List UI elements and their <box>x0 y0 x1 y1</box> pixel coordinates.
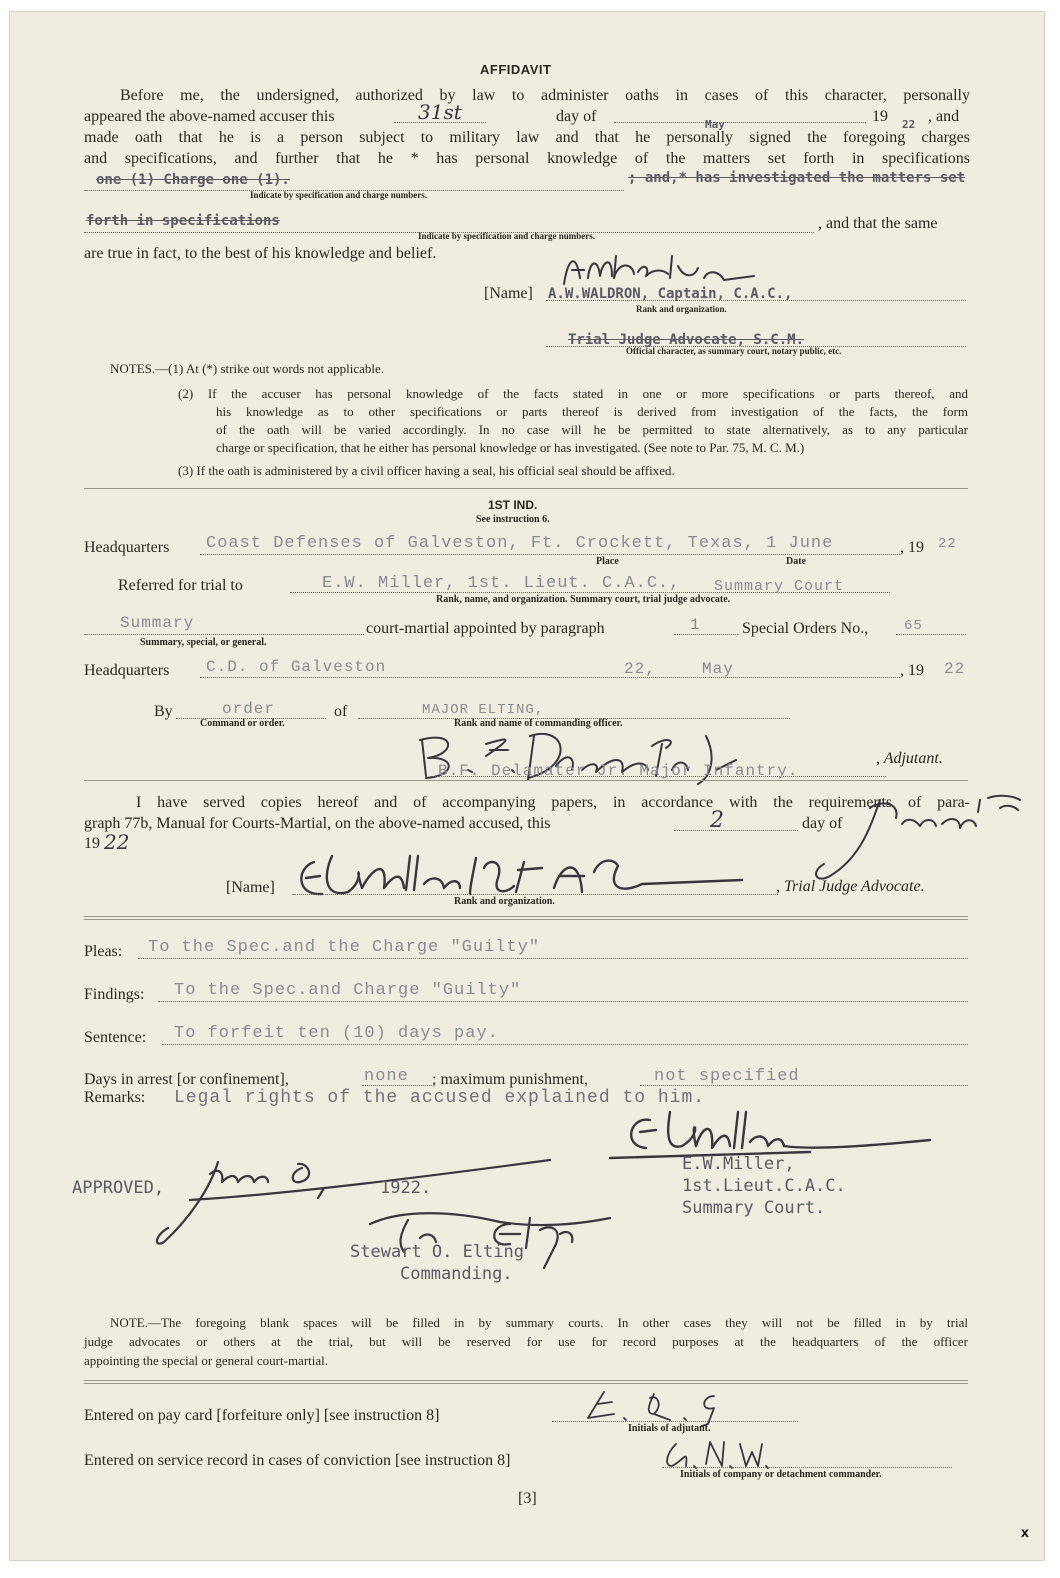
affidavit-line-1: Before me, the undersigned, authorized by law to administer oaths in cases of this character, personally <box>120 87 970 104</box>
served-day-blank <box>674 830 798 831</box>
referred-typed-2: Summary Court <box>714 578 845 595</box>
name-caption: Rank and organization. <box>636 304 727 314</box>
served-year-hand: 22 <box>104 830 130 854</box>
para-no: 1 <box>690 616 701 634</box>
affidavit-line-4: and specifications, and further that he * has personal knowledge of the matters set forth in specifications <box>84 150 970 167</box>
pay-initials-handwriting <box>584 1384 744 1426</box>
approved-year: 1922. <box>380 1178 432 1198</box>
of-caption: Rank and name of commanding officer. <box>454 718 623 729</box>
hq-blank <box>200 554 900 555</box>
findings-value: To the Spec.and Charge "Guilty" <box>174 981 522 1000</box>
divider-2 <box>84 780 968 781</box>
cm-typed: Summary <box>120 614 195 632</box>
divider-1 <box>84 488 968 489</box>
june-handwriting <box>810 788 1020 888</box>
bottom-note-line-3: appointing the special or general court-martial. <box>84 1353 329 1368</box>
note-3: (3) If the oath is administered by a civil officer having a seal, his official seal should be affixed. <box>178 463 675 478</box>
hq-typed: Coast Defenses of Galveston, Ft. Crockett, Texas, 1 June <box>206 534 834 553</box>
adjutant-label: , Adjutant. <box>876 750 943 767</box>
and-has-investigated: ; and,* has investigated the matters set <box>628 170 966 186</box>
so-blank <box>896 634 966 635</box>
referred-typed: E.W. Miller, 1st. Lieut. C.A.C., <box>322 574 681 593</box>
cm-caption: Summary, special, or general. <box>140 637 267 648</box>
adjutant-typed: B.F. Delamater Jr. Major Infantry. <box>438 762 799 780</box>
spec-typed: one (1) Charge one (1). <box>96 172 290 188</box>
name-typed: A.W.WALDRON, Captain, C.A.C., <box>548 286 793 302</box>
so-no: 65 <box>904 618 923 634</box>
page-number: [3] <box>518 1490 537 1507</box>
ind-title: 1ST IND. <box>488 498 538 512</box>
findings-blank <box>158 1001 968 1002</box>
served-line-2b: day of <box>802 815 843 832</box>
served-line-2a: graph 77b, Manual for Courts-Martial, on the above-named accused, this <box>84 815 551 832</box>
cm-blank <box>84 634 364 635</box>
served-line-3-prefix: 19 <box>84 835 100 852</box>
forth-typed: forth in specifications <box>86 213 280 229</box>
delamater-signature <box>416 726 746 792</box>
pay-card-label: Entered on pay card [forfeiture only] [see instruction 8] <box>84 1407 440 1424</box>
served-name-caption: Rank and organization. <box>454 896 555 907</box>
trial-judge-advocate-label: , Trial Judge Advocate. <box>776 878 925 895</box>
cm-text: court-martial appointed by paragraph <box>366 620 605 637</box>
max-value: not specified <box>654 1067 800 1086</box>
ind-subtitle: See instruction 6. <box>476 514 550 525</box>
pleas-value: To the Spec.and the Charge "Guilty" <box>148 938 541 957</box>
elting-name: Stewart O. Elting <box>350 1242 524 1262</box>
served-name-blank <box>292 894 778 895</box>
referred-caption: Rank, name, and organization. Summary court, trial judge advocate. <box>436 594 731 605</box>
pleas-label: Pleas: <box>84 943 123 960</box>
findings-label: Findings: <box>84 986 145 1003</box>
by-typed: order <box>222 700 276 718</box>
pleas-blank <box>138 958 968 959</box>
close-icon[interactable]: x <box>1021 1524 1029 1540</box>
document-page <box>10 12 1044 1560</box>
miller-court: Summary Court. <box>682 1198 826 1218</box>
sentence-label: Sentence: <box>84 1029 147 1046</box>
affidavit-dayof: day of <box>556 108 597 125</box>
affidavit-day-hand: 31st <box>418 100 462 124</box>
hq2-typed: C.D. of Galveston <box>206 658 387 676</box>
divider-4 <box>84 1380 968 1384</box>
bottom-note-line-2: judge advocates or others at the trial, but will be reserved for use for record purposes at the headquarters of the officer <box>84 1334 968 1349</box>
affidavit-and: , and <box>928 108 960 125</box>
note-2-line-3: of the oath will be varied accordingly. In no case will he be permitted to state alternatively, as to any particular <box>216 422 968 437</box>
elting-title: Commanding. <box>400 1264 513 1284</box>
remarks-value: Legal rights of the accused explained to him. <box>174 1088 706 1108</box>
note-2-line-4: charge or specification, that he either has personal knowledge or has investigated. (See note to Par. 75, M. C. M.) <box>216 440 805 455</box>
true-line: are true in fact, to the best of his knowledge and belief. <box>84 245 437 262</box>
affidavit-title: AFFIDAVIT <box>480 62 552 77</box>
hq-year-val: 22 <box>938 536 957 552</box>
affidavit-line-3: made oath that he is a person subject to military law and that he personally signed the foregoing charges <box>84 129 970 146</box>
served-day-hand: 2 <box>710 808 724 833</box>
divider-3 <box>84 916 968 920</box>
by-label: By <box>154 703 173 720</box>
official-typed: Trial Judge Advocate, S.C.M. <box>568 332 805 348</box>
sentence-value: To forfeit ten (10) days pay. <box>174 1024 499 1043</box>
pay-card-caption: Initials of adjutant. <box>628 1423 711 1434</box>
affidavit-line-2a: appeared the above-named accuser this <box>84 108 335 125</box>
hq2-month: May <box>702 660 734 678</box>
note-2-line-2: his knowledge as to other specifications or parts thereof is derived from investigation of the facts, the form <box>216 404 968 419</box>
hq2-label: Headquarters <box>84 662 170 679</box>
note-2-line-1: (2) If the accuser has personal knowledge of the facts stated in one or more specifications or parts thereof, and <box>178 386 968 401</box>
by-caption: Command or order. <box>200 718 285 729</box>
remarks-label: Remarks: <box>84 1089 146 1106</box>
hq2-day: 22, <box>624 660 656 678</box>
service-initials-handwriting <box>662 1438 782 1472</box>
name-label: [Name] <box>484 285 533 302</box>
official-caption: Official character, as summary court, notary public, etc. <box>626 346 842 356</box>
affidavit-year-typed: 22 <box>902 118 916 131</box>
spec-caption: Indicate by specification and charge numbers. <box>250 190 428 200</box>
place-caption: Place <box>596 556 619 567</box>
forth-caption: Indicate by specification and charge numbers. <box>418 231 596 241</box>
hq2-year: , 19 <box>900 662 924 679</box>
of-typed: MAJOR ELTING, <box>422 702 545 718</box>
max-label: ; maximum punishment, <box>432 1071 588 1088</box>
miller-name: E.W.Miller, <box>682 1154 795 1174</box>
date-caption: Date <box>786 556 806 567</box>
days-label: Days in arrest [or confinement], <box>84 1071 289 1088</box>
hq2-year-val: 22 <box>944 660 966 678</box>
note-1: NOTES.—(1) At (*) strike out words not applicable. <box>110 361 385 376</box>
hq-year: , 19 <box>900 539 924 556</box>
service-record-caption: Initials of company or detachment commander. <box>680 1469 882 1480</box>
forth-end: , and that the same <box>818 215 938 232</box>
miller-rank: 1st.Lieut.C.A.C. <box>682 1176 846 1196</box>
days-value: none <box>364 1067 409 1086</box>
served-name-label: [Name] <box>226 879 275 896</box>
hq-label: Headquarters <box>84 539 170 556</box>
approved-label: APPROVED, <box>72 1178 165 1198</box>
served-line-1: I have served copies hereof and of accompanying papers, in accordance with the requirements of para- <box>136 794 970 811</box>
affidavit-19: 19 <box>872 108 888 125</box>
so-text: Special Orders No., <box>742 620 869 637</box>
referred-label: Referred for trial to <box>118 577 243 594</box>
sentence-blank <box>162 1044 968 1045</box>
month-blank <box>614 122 866 123</box>
service-record-label: Entered on service record in cases of conviction [see instruction 8] <box>84 1452 511 1469</box>
bottom-note-line-1: NOTE.—The foregoing blank spaces will be filled in by summary courts. In other cases they will not be filled in by trial <box>110 1315 968 1330</box>
para-blank <box>674 634 738 635</box>
of-label: of <box>334 703 348 720</box>
affidavit-month-typed: May <box>705 118 725 131</box>
hq2-blank <box>200 677 900 678</box>
